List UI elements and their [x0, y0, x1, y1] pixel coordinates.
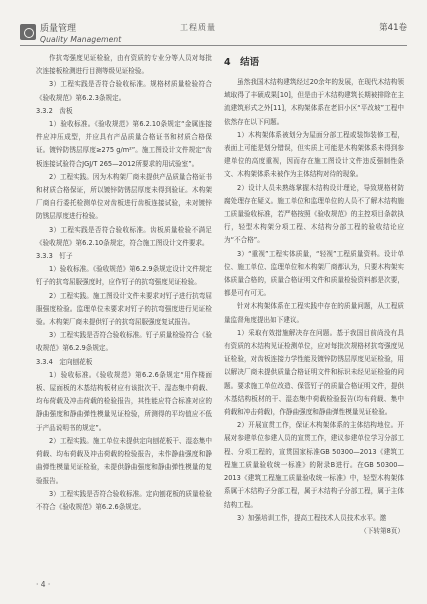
paragraph: 作抗弯强度见证检验，由有资质的专业分等人员对每批次连接板检测进行目测等级见证检验。 — [36, 54, 212, 76]
paragraph: 1）验收标准。《验收规范》第6.2.10条规定“金属连接件应冲压成型，并应具有产品质量合格证书和材质合格保证。镀锌防锈层厚度≥275 g/m²”。施工图设计文件规定“齿板连接试验符合JGJ/T 265—2012所要求的用试验室”。 — [36, 120, 212, 168]
paragraph: 3）工程实践是否符合验收标准。定向刨花板的质量检验不符合《验收规范》第6.2.6条规定。 — [36, 489, 212, 511]
journal-name-english: Quality Management — [40, 35, 122, 44]
page-number: · 4 · — [36, 580, 51, 589]
paragraph: 1）验收标准。《验收规范》第6.2.6条规定“用作楼面板、屋面板的木基结构板材应有该批次干、湿态集中荷载、均布荷载及冲击荷载的检验报告，其性能应符合标准对应的静曲强度和静曲弹性模量见证检验，所测得的平均值应不低于产品说明书的规定”。 — [36, 370, 212, 432]
paragraph: 2）开展宣贯工作，保证木构架体系的主体结构地位。开展对参建单位参建人员的宣贯工作，建议参建单位学习分部工程、分项工程的，宣贯国家标准GB 50300—2013《建筑工程施工质量验收统一标准》的附录B进行。在GB 50300—2013《建筑工程施工质量验收统一标准》中，轻型木构架体系属于木结构子分部工程，属于木结构子分部工程，属于主体结构工程。 — [224, 421, 404, 509]
paragraph: 2）设计人员未熟练掌握木结构设计理论，导致规格材防腐处理存在疑义。施工单位和监理单位的人员不了解木结构施工质量验收标准，若严格按照《验收规范》的主控项目条款执行，轻型木构架分项工程、木结构分部工程的验收结论应为“不合格”。 — [224, 183, 404, 245]
section-title: 工程质量 — [180, 23, 216, 32]
paragraph: 3）工程实践是否符合验收标准。齿板质量检验不满足《验收规范》第6.2.10条规定，符合施工图设计文件要求。 — [36, 225, 212, 247]
journal-name: 质量管理 — [40, 24, 77, 34]
subsection-heading: 3.3.2 齿板 — [36, 106, 73, 115]
paragraph: 1）采取有效措施解决存在问题。基于我国目前尚没有具有资质的木结构见证检测单位，应对每批次规格材抗弯强度见证检验，对齿板连接力学性能及镀锌防锈层厚度见证检验，用以解决厂商未提供质量合格证明文件和标识未经见证检验的问题。要求施工单位改造、保管钉子的质量合格证明文件，提供木基结构板材的干、湿态集中荷载检验报告(均布荷载、集中荷载和冲击荷载)，作静曲强度和静曲弹性模量见证检验。 — [224, 328, 404, 417]
paragraph: 2）工程实践。施工图设计文件未要求对钉子进行抗弯屈服强度检验。监理单位未要求对钉子的抗弯强度进行见证检验。木构架厂商未提供钉子的抗弯屈服强度复试报告。 — [36, 291, 212, 327]
journal-logo-icon — [20, 24, 36, 40]
paragraph: 针对木构架体系在工程实践中存在的质量问题，从工程质量监督角度提出如下建议。 — [224, 302, 404, 324]
paragraph: 3）“重视”工程实体质量，“轻视”工程质量资料。设计单位、施工单位、监理单位和木构架厂商都认为，只要木构架实体质量合格的，质量合格证明文件和质量检验资料都是次要，都是可有可无。 — [224, 249, 404, 298]
paragraph: 2）工程实践。因为木构架厂商未提供产品质量合格证书和材质合格保证，所以镀锌防锈层厚度未得到验证。木构架厂商自行委托检测单位对齿板进行齿板连接试验，未对镀锌防锈层厚度进行检验。 — [36, 172, 212, 221]
paragraph: 3）加强培训工作，提高工程技术人员技术水平。邀 — [237, 513, 387, 522]
paragraph: 1）木构架体系被划分为屋面分部工程或装饰装修工程，表面上可能是划分错误，但实质上可能是木构架体系未得到参建单位的高度重视，因而存在施工图设计文件违反强制性条文、木构架体系未被作为主体结构对待的现象。 — [224, 130, 404, 179]
right-column — [224, 52, 404, 538]
page-header — [0, 0, 427, 50]
volume-number: 第41卷 — [379, 23, 407, 33]
paragraph: 1）验收标准。《验收规范》第6.2.9条规定设计文件规定钉子的抗弯屈服强度时，应作钉子的抗弯强度见证检验。 — [36, 265, 212, 287]
paragraph: 虽然我国木结构建筑经过20余年的发展，在现代木结构领域取得了丰硕成果[10]，但是由于木结构建筑长期被排除在主流建筑形式之外[11]，木构架体系在老旧小区“平改坡”工程中依然存在以下问题。 — [224, 78, 404, 126]
paragraph: 3）工程实践是否符合验收标准。钉子质量检验符合《验收规范》第6.2.9条规定。 — [36, 331, 212, 353]
subsection-heading: 3.3.3 钉子 — [36, 252, 73, 261]
header-divider — [20, 45, 407, 46]
subsection-heading: 3.3.4 定向刨花板 — [36, 357, 93, 366]
left-column — [36, 52, 212, 514]
continued-note: （下转第8页） — [360, 526, 404, 535]
paragraph: 2）工程实践。施工单位未提供定向刨花板干、湿态集中荷载、均布荷载及冲击荷载的检验报告，未作静曲强度和静曲弹性模量见证检验，未提供静曲强度和静曲弹性模量的复验报告。 — [36, 436, 212, 485]
paragraph: 3）工程实践是否符合验收标准。规格材质量检验符合《验收规范》第6.2.3条规定。 — [36, 80, 212, 102]
section-heading: 4 结语 — [224, 57, 260, 68]
